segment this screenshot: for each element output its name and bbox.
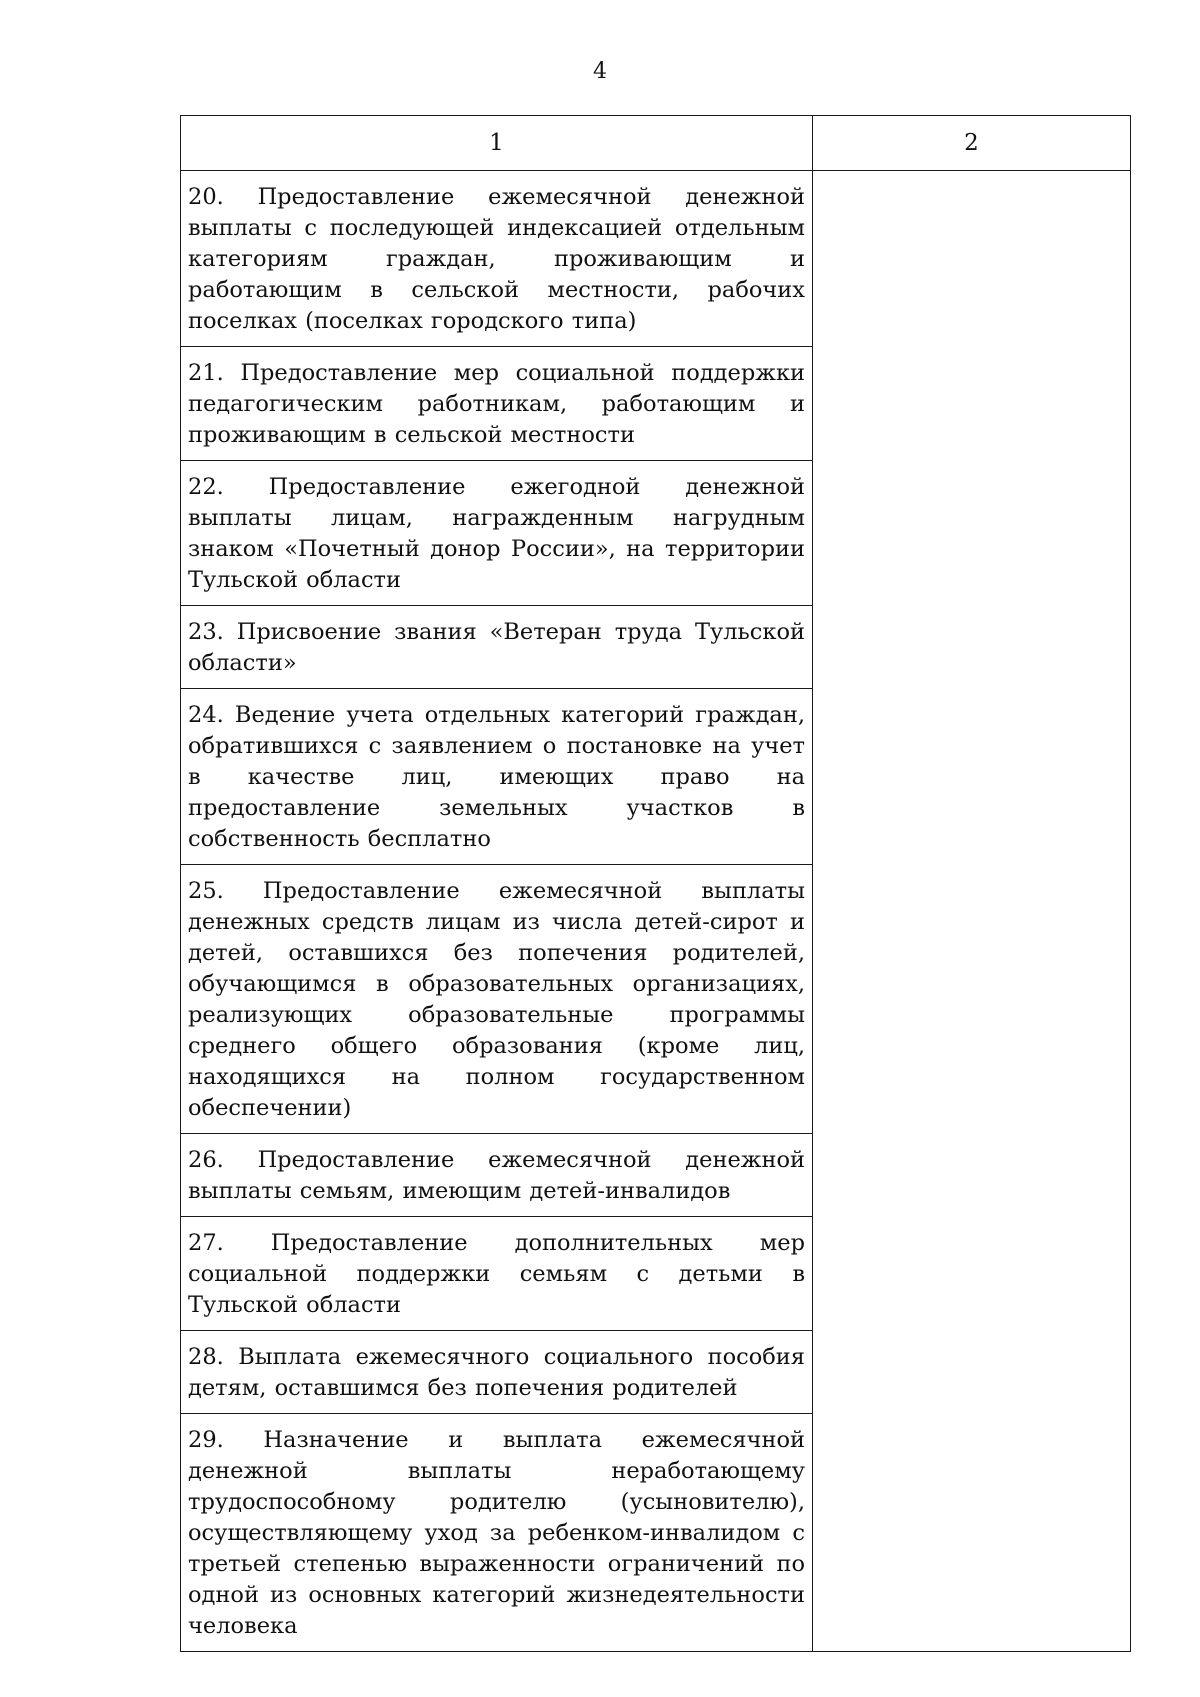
service-cell-26: 26. Предоставление ежемесячной денежной выплаты семьям, имеющим детей-инвалидов [181, 1134, 813, 1217]
services-table [180, 115, 1131, 1652]
column-header-2: 2 [813, 116, 1131, 171]
service-cell-25: 25. Предоставление ежемесячной выплаты денежных средств лицам из числа детей-сирот и детей, оставшихся без попечения родителей, обучающимся в образовательных организациях, реализующих образовательные программы среднего общего образования (кроме лиц, находящихся на полном государственном обеспечении) [181, 865, 813, 1134]
page-number: 4 [593, 59, 607, 84]
service-cell-27: 27. Предоставление дополнительных мер социальной поддержки семьям с детьми в Тульской области [181, 1217, 813, 1331]
table-header-row [181, 116, 1131, 171]
column-header-1: 1 [181, 116, 813, 171]
service-cell-28: 28. Выплата ежемесячного социального пособия детям, оставшимся без попечения родителей [181, 1331, 813, 1414]
service-cell-22: 22. Предоставление ежегодной денежной выплаты лицам, награжденным нагрудным знаком «Почетный донор России», на территории Тульской области [181, 461, 813, 606]
table-row [181, 171, 1131, 347]
service-cell-24: 24. Ведение учета отдельных категорий граждан, обратившихся с заявлением о постановке на учет в качестве лиц, имеющих право на предоставление земельных участков в собственность бесплатно [181, 689, 813, 865]
column-2-empty-cell [813, 171, 1131, 1652]
service-cell-20: 20. Предоставление ежемесячной денежной выплаты с последующей индексацией отдельным категориям граждан, проживающим и работающим в сельской местности, рабочих поселках (поселках городского типа) [181, 171, 813, 347]
service-cell-29: 29. Назначение и выплата ежемесячной денежной выплаты неработающему трудоспособному родителю (усыновителю), осуществляющему уход за ребенком-инвалидом с третьей степенью выраженности ограничений по одной из основных категорий жизнедеятельности человека [181, 1414, 813, 1652]
service-cell-23: 23. Присвоение звания «Ветеран труда Тульской области» [181, 606, 813, 689]
service-cell-21: 21. Предоставление мер социальной поддержки педагогическим работникам, работающим и проживающим в сельской местности [181, 347, 813, 461]
